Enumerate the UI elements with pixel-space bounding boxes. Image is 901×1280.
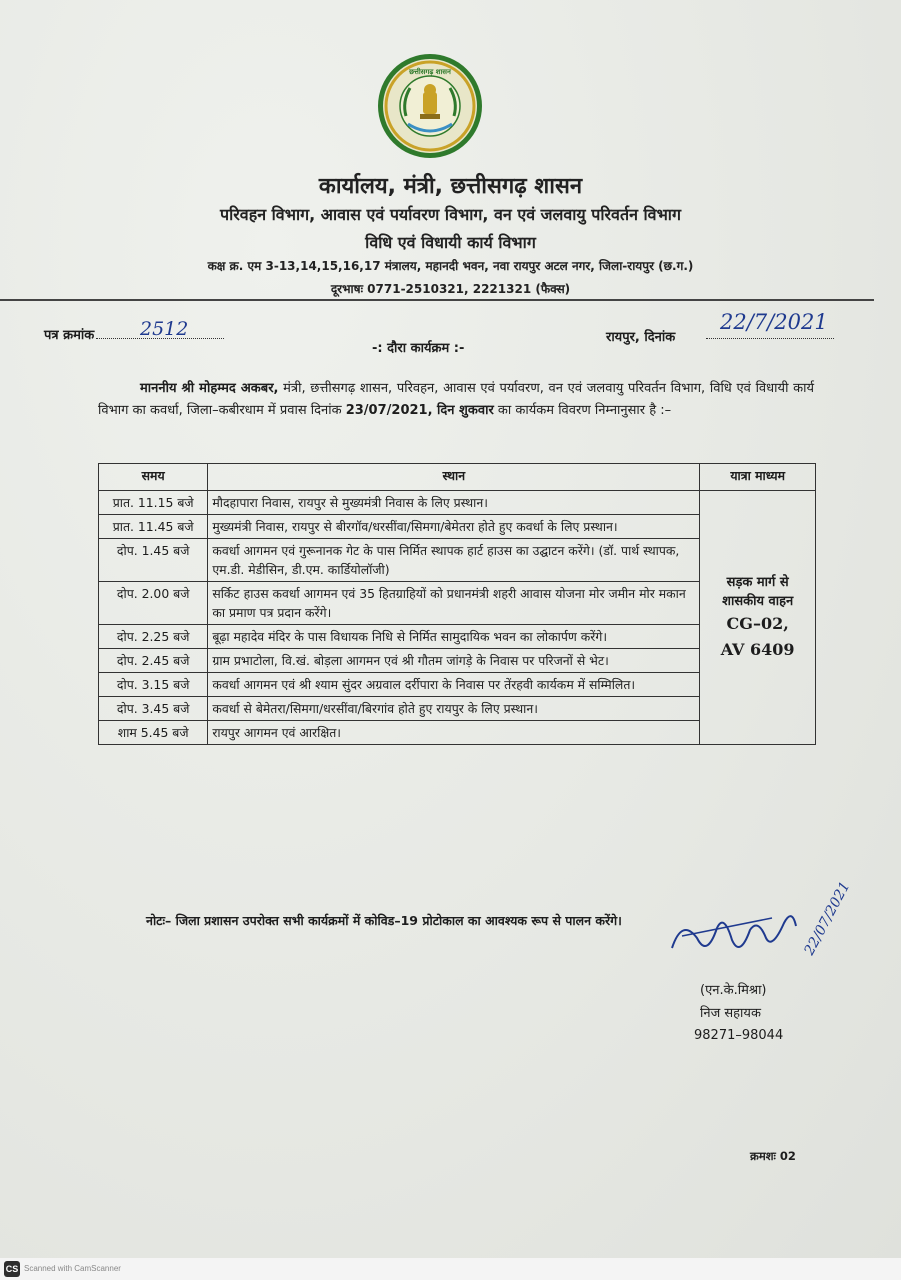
mode-line-1: सड़क मार्ग से bbox=[726, 574, 789, 590]
row-time: दोप. 3.45 बजे bbox=[99, 697, 208, 721]
scanner-footer bbox=[0, 1258, 901, 1280]
office-title: कार्यालय, मंत्री, छत्तीसगढ़ शासन bbox=[318, 174, 583, 199]
signatory-name: (एन.के.मिश्रा) bbox=[700, 983, 767, 998]
header-time: समय bbox=[99, 464, 208, 491]
header-mode: यात्रा माध्यम bbox=[700, 464, 816, 491]
table-row bbox=[99, 491, 816, 515]
row-place: कवर्धा से बेमेतरा/सिमगा/धरसींवा/बिरगांव होते हुए रायपुर के लिए प्रस्थान। bbox=[208, 697, 700, 721]
row-time: शाम 5.45 बजे bbox=[99, 721, 208, 745]
ref-number-field bbox=[44, 325, 224, 343]
continued-marker: क्रमशः 02 bbox=[750, 1149, 796, 1163]
row-place: बूढ़ा महादेव मंदिर के पास विधायक निधि से निर्मित सामुदायिक भवन का लोकार्पण करेंगे। bbox=[208, 625, 700, 649]
vehicle-number-2: AV 6409 bbox=[720, 639, 795, 659]
intro-text-2: का कार्यकम विवरण निम्नानुसार है :– bbox=[493, 403, 672, 418]
row-time: दोप. 2.00 बजे bbox=[99, 582, 208, 625]
signatory-role: निज सहायक bbox=[700, 1006, 761, 1021]
intro-text-1: मंत्री, छत्तीसगढ़ शासन, परिवहन, आवास एवं पर्यावरण, वन एवं जलवायु परिवर्तन विभाग, विधि एवं विधायी कार्य विभाग का कवर्धा, जिला–कबीरधाम में प्रवास दिनांक bbox=[98, 381, 814, 418]
departments-line-2: विधि एवं विधायी कार्य विभाग bbox=[365, 233, 536, 252]
date-label: रायपुर, दिनांक bbox=[606, 330, 676, 345]
schedule-table bbox=[98, 463, 816, 745]
office-phone: दूरभाषः 0771-2510321, 2221321 (फैक्स) bbox=[330, 282, 571, 296]
travel-mode-cell bbox=[700, 491, 816, 745]
row-place: मौदहापारा निवास, रायपुर से मुख्यमंत्री निवास के लिए प्रस्थान। bbox=[208, 491, 700, 515]
header-divider bbox=[0, 299, 874, 301]
row-place: कवर्धा आगमन एवं श्री श्याम सुंदर अग्रवाल दर्रीपारा के निवास पर तेंरहवी कार्यकम में सम्मिलित। bbox=[208, 673, 700, 697]
row-time: दोप. 3.15 बजे bbox=[99, 673, 208, 697]
covid-note: नोटः– जिला प्रशासन उपरोक्त सभी कार्यक्रमों में कोविड–19 प्रोटोकाल का आवश्यक रूप से पालन करेंगे। bbox=[146, 913, 622, 928]
row-place: मुख्यमंत्री निवास, रायपुर से बीरगॉव/धरसींवा/सिमगा/बेमेतरा होते हुए कवर्धा के लिए प्रस्थान। bbox=[208, 515, 700, 539]
row-time: प्रात. 11.15 बजे bbox=[99, 491, 208, 515]
vehicle-number-1: CG–02, bbox=[726, 613, 789, 633]
intro-minister-name: माननीय श्री मोहम्मद अकबर, bbox=[140, 381, 279, 396]
row-time: दोप. 1.45 बजे bbox=[99, 539, 208, 582]
schedule-header-row bbox=[99, 464, 816, 491]
mode-line-2: शासकीय वाहन bbox=[722, 593, 794, 609]
ref-number-label: पत्र क्रमांक bbox=[44, 328, 95, 343]
row-time: दोप. 2.25 बजे bbox=[99, 625, 208, 649]
handwritten-signature-icon bbox=[662, 878, 862, 978]
row-time: दोप. 2.45 बजे bbox=[99, 649, 208, 673]
date-handwritten: 22/7/2021 bbox=[720, 310, 828, 334]
chhattisgarh-emblem-icon bbox=[376, 52, 484, 160]
row-place: सर्किट हाउस कवर्धा आगमन एवं 35 हितग्राहियों को प्रधानमंत्री शहरी आवास योजना मोर जमीन मोर मकान का प्रमाण पत्र प्रदान करेंगे। bbox=[208, 582, 700, 625]
row-place: रायपुर आगमन एवं आरक्षित। bbox=[208, 721, 700, 745]
office-address: कक्ष क्र. एम 3-13,14,15,16,17 मंत्रालय, महानदी भवन, नवा रायपुर अटल नगर, जिला-रायपुर (छ.ग.) bbox=[207, 259, 694, 273]
row-place: कवर्धा आगमन एवं गुरूनानक गेट के पास निर्मित स्थापक हार्ट हाउस का उद्घाटन करेंगे। (डॉ. पार्थ स्थापक, एम.डी. मेडीसिन, डी.एम. कार्डियोलॉजी) bbox=[208, 539, 700, 582]
row-place: ग्राम प्रभाटोला, वि.खं. बोड़ला आगमन एवं श्री गौतम जांगड़े के निवास पर परिजनों से भेट। bbox=[208, 649, 700, 673]
document-title: -: दौरा कार्यक्रम :- bbox=[372, 341, 465, 356]
ref-number-handwritten: 2512 bbox=[140, 318, 189, 340]
header-place: स्थान bbox=[208, 464, 700, 491]
date-dotted-line bbox=[706, 338, 834, 339]
camscanner-logo-icon: CS bbox=[4, 1261, 20, 1277]
row-time: प्रात. 11.45 बजे bbox=[99, 515, 208, 539]
signature-date-handwritten: 22/07/2021 bbox=[801, 879, 854, 958]
intro-date: 23/07/2021, दिन शुकवार bbox=[345, 403, 494, 418]
intro-paragraph bbox=[98, 378, 814, 422]
departments-line-1: परिवहन विभाग, आवास एवं पर्यावरण विभाग, वन एवं जलवायु परिवर्तन विभाग bbox=[220, 205, 681, 224]
scanner-text: Scanned with CamScanner bbox=[24, 1264, 121, 1273]
signatory-phone: 98271–98044 bbox=[694, 1028, 784, 1043]
emblem-text: छत्तीसगढ़ शासन bbox=[409, 68, 451, 76]
